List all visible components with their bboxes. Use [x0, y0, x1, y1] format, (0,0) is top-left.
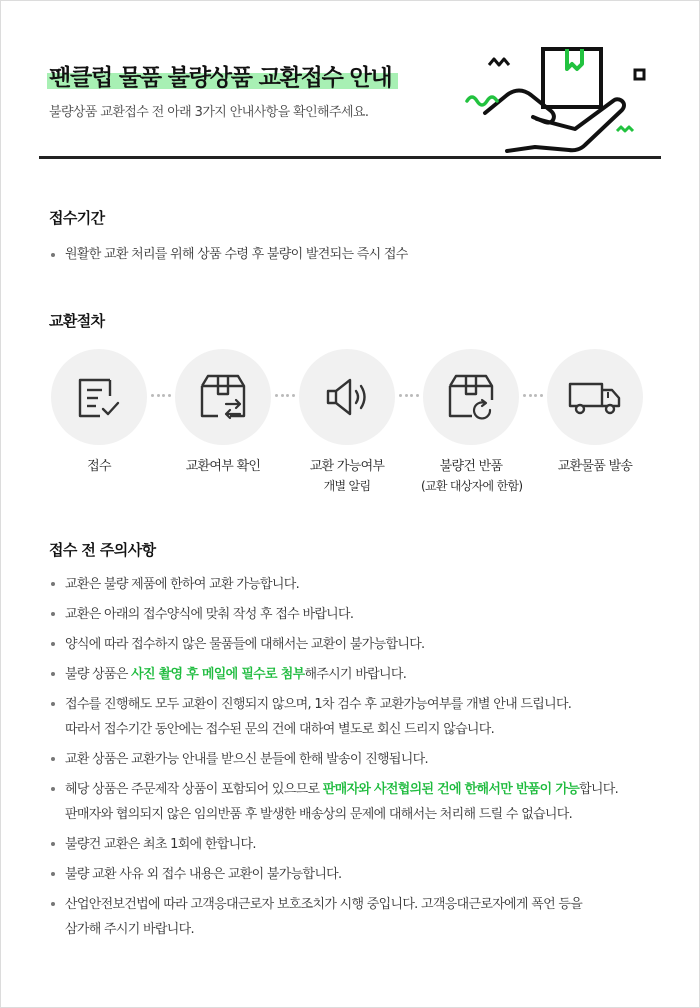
step-connector — [399, 394, 419, 398]
step-connector — [275, 394, 295, 398]
step-label: 교환물품 발송 — [557, 459, 633, 474]
step-sublabel: (교환 대상자에 한함) — [421, 479, 523, 493]
step-notify — [297, 349, 397, 495]
caution-text: 합니다. — [579, 782, 619, 797]
caution-item: 교환은 불량 제품에 한하여 교환 가능합니다. — [49, 572, 669, 597]
step-return — [421, 349, 521, 495]
caution-text-line2: 따라서 접수기간 동안에는 접수된 문의 건에 대하여 별도로 회신 드리지 않습니다. — [65, 722, 495, 737]
step-sublabel: 개별 알림 — [323, 479, 371, 493]
caution-text-line2: 판매자와 협의되지 않은 임의반품 후 발생한 배송상의 문제에 대해서는 처리해 드릴 수 없습니다. — [65, 807, 573, 822]
step-ship — [545, 349, 645, 477]
caution-item: 교환은 아래의 접수양식에 맞춰 작성 후 접수 바랍니다. — [49, 602, 669, 627]
step-connector — [523, 394, 543, 398]
box-exchange-icon — [196, 370, 250, 424]
step-connector — [151, 394, 171, 398]
caution-item: 불량건 교환은 최초 1회에 한합니다. — [49, 832, 669, 857]
caution-text: 산업안전보건법에 따라 고객응대근로자 보호조치가 시행 중입니다. 고객응대근로자에게 폭언 등을 — [65, 897, 583, 912]
box-return-icon — [444, 370, 498, 424]
caution-item — [49, 777, 669, 827]
caution-item: 불량 교환 사유 외 접수 내용은 교환이 불가능합니다. — [49, 862, 669, 887]
caution-text: 해주시기 바랍니다. — [304, 667, 407, 682]
step-label: 접수 — [87, 459, 111, 474]
step-label: 불량건 반품 — [439, 459, 503, 474]
caution-item: 양식에 따라 접수하지 않은 물품들에 대해서는 교환이 불가능합니다. — [49, 632, 669, 657]
title-block — [49, 59, 392, 92]
caution-highlight: 판매자와 사전협의된 건에 한해서만 반품이 가능 — [322, 782, 580, 797]
section-title-period: 접수기간 — [49, 209, 105, 227]
caution-text-line2: 삼가해 주시기 바랍니다. — [65, 922, 194, 937]
caution-item: 교환 상품은 교환가능 안내를 받으신 분들에 한해 발송이 진행됩니다. — [49, 747, 669, 772]
caution-item — [49, 692, 669, 742]
header-divider — [39, 156, 661, 159]
section-title-procedure: 교환절차 — [49, 312, 105, 330]
step-label: 교환여부 확인 — [185, 459, 261, 474]
hand-holding-box-icon — [463, 39, 663, 157]
step-check — [173, 349, 273, 477]
section-title-cautions: 접수 전 주의사항 — [49, 541, 156, 559]
step-receive — [49, 349, 149, 477]
truck-icon — [568, 370, 622, 424]
period-text: 원활한 교환 처리를 위해 상품 수령 후 불량이 발견되는 즉시 접수 — [49, 243, 408, 267]
caution-list — [49, 572, 669, 947]
procedure-steps — [49, 349, 645, 499]
caution-text: 접수를 진행해도 모두 교환이 진행되지 않으며, 1차 검수 후 교환가능여부를 개별 안내 드립니다. — [65, 697, 572, 712]
page-subtitle: 불량상품 교환접수 전 아래 3가지 안내사항을 확인해주세요. — [49, 105, 369, 120]
caution-highlight: 사진 촬영 후 메일에 필수로 첨부 — [131, 667, 305, 682]
caution-item — [49, 892, 669, 942]
caution-item — [49, 662, 669, 687]
period-block — [49, 243, 408, 267]
step-label: 교환 가능여부 — [309, 459, 385, 474]
checklist-icon — [72, 370, 126, 424]
speaker-icon — [320, 370, 374, 424]
page-title: 팬클럽 물품 불량상품 교환접수 안내 — [49, 65, 392, 91]
caution-text: 불량 상품은 — [65, 667, 132, 682]
caution-text: 헤당 상품은 주문제작 상품이 포함되어 있으므로 — [65, 782, 323, 797]
